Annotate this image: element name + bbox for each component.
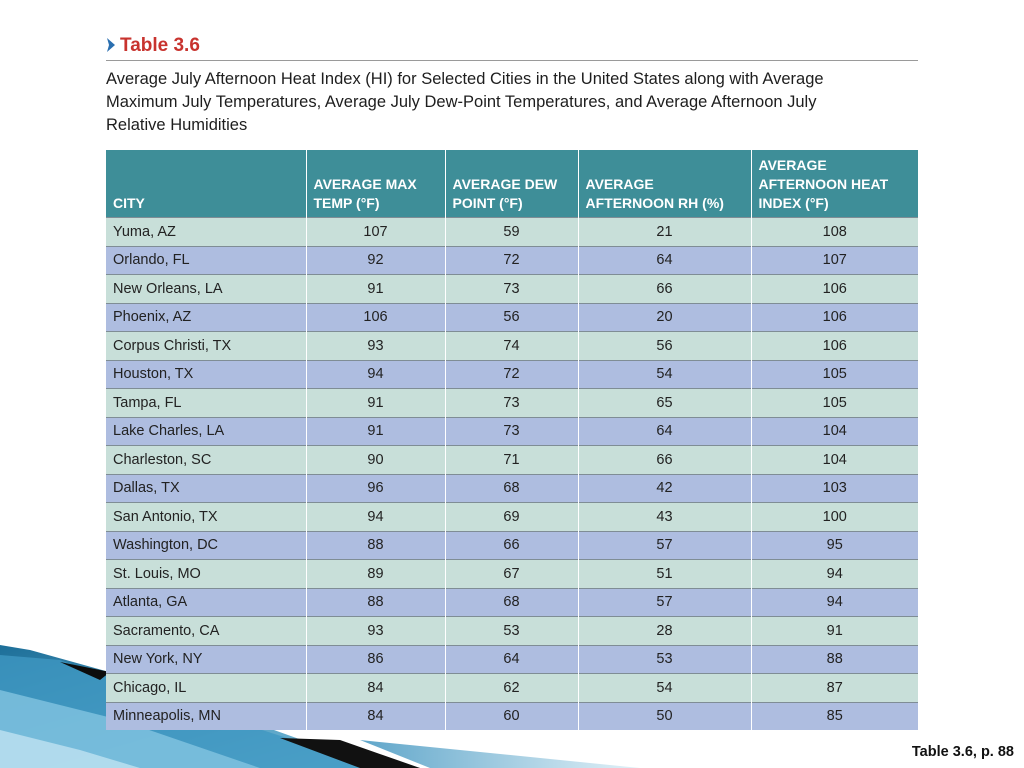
value-cell: 85 bbox=[751, 702, 918, 730]
value-cell: 87 bbox=[751, 674, 918, 703]
value-cell: 108 bbox=[751, 218, 918, 247]
city-cell: Dallas, TX bbox=[106, 474, 306, 503]
value-cell: 88 bbox=[306, 531, 445, 560]
value-cell: 93 bbox=[306, 617, 445, 646]
value-cell: 68 bbox=[445, 588, 578, 617]
table-label bbox=[106, 34, 918, 61]
value-cell: 105 bbox=[751, 389, 918, 418]
value-cell: 100 bbox=[751, 503, 918, 532]
value-cell: 56 bbox=[578, 332, 751, 361]
city-cell: Atlanta, GA bbox=[106, 588, 306, 617]
value-cell: 94 bbox=[306, 360, 445, 389]
value-cell: 57 bbox=[578, 588, 751, 617]
value-cell: 107 bbox=[751, 246, 918, 275]
heat-index-table bbox=[106, 150, 918, 730]
value-cell: 94 bbox=[751, 588, 918, 617]
table-row bbox=[106, 360, 918, 389]
column-header: AVERAGE AFTERNOON RH (%) bbox=[578, 150, 751, 218]
table-caption: Average July Afternoon Heat Index (HI) for Selected Cities in the United States along with Average Maximum July Temperatures, Average July Dew-Point Temperatures, and Average Afternoon July Relative Humidities bbox=[106, 70, 824, 134]
value-cell: 91 bbox=[306, 389, 445, 418]
value-cell: 21 bbox=[578, 218, 751, 247]
value-cell: 95 bbox=[751, 531, 918, 560]
value-cell: 94 bbox=[751, 560, 918, 589]
table-row bbox=[106, 275, 918, 304]
value-cell: 72 bbox=[445, 246, 578, 275]
column-header: CITY bbox=[106, 150, 306, 218]
value-cell: 54 bbox=[578, 674, 751, 703]
city-cell: New York, NY bbox=[106, 645, 306, 674]
value-cell: 64 bbox=[445, 645, 578, 674]
value-cell: 89 bbox=[306, 560, 445, 589]
value-cell: 72 bbox=[445, 360, 578, 389]
city-cell: Orlando, FL bbox=[106, 246, 306, 275]
value-cell: 66 bbox=[445, 531, 578, 560]
value-cell: 53 bbox=[445, 617, 578, 646]
value-cell: 66 bbox=[578, 275, 751, 304]
value-cell: 73 bbox=[445, 275, 578, 304]
table-row bbox=[106, 389, 918, 418]
value-cell: 94 bbox=[306, 503, 445, 532]
value-cell: 62 bbox=[445, 674, 578, 703]
value-cell: 86 bbox=[306, 645, 445, 674]
value-cell: 60 bbox=[445, 702, 578, 730]
value-cell: 67 bbox=[445, 560, 578, 589]
value-cell: 91 bbox=[306, 417, 445, 446]
value-cell: 84 bbox=[306, 674, 445, 703]
column-header: AVERAGE AFTERNOON HEAT INDEX (°F) bbox=[751, 150, 918, 218]
chevron-right-icon bbox=[106, 38, 115, 52]
value-cell: 50 bbox=[578, 702, 751, 730]
value-cell: 90 bbox=[306, 446, 445, 475]
table-row bbox=[106, 560, 918, 589]
value-cell: 91 bbox=[306, 275, 445, 304]
value-cell: 69 bbox=[445, 503, 578, 532]
value-cell: 20 bbox=[578, 303, 751, 332]
city-cell: St. Louis, MO bbox=[106, 560, 306, 589]
city-cell: Yuma, AZ bbox=[106, 218, 306, 247]
table-header-row bbox=[106, 150, 918, 218]
value-cell: 66 bbox=[578, 446, 751, 475]
value-cell: 53 bbox=[578, 645, 751, 674]
table-number: Table 3.6 bbox=[120, 35, 200, 56]
city-cell: Phoenix, AZ bbox=[106, 303, 306, 332]
value-cell: 84 bbox=[306, 702, 445, 730]
table-row bbox=[106, 645, 918, 674]
value-cell: 104 bbox=[751, 417, 918, 446]
table-row bbox=[106, 446, 918, 475]
city-cell: Minneapolis, MN bbox=[106, 702, 306, 730]
value-cell: 107 bbox=[306, 218, 445, 247]
value-cell: 106 bbox=[751, 303, 918, 332]
city-cell: Charleston, SC bbox=[106, 446, 306, 475]
value-cell: 106 bbox=[751, 332, 918, 361]
city-cell: San Antonio, TX bbox=[106, 503, 306, 532]
value-cell: 43 bbox=[578, 503, 751, 532]
value-cell: 105 bbox=[751, 360, 918, 389]
table-row bbox=[106, 674, 918, 703]
value-cell: 103 bbox=[751, 474, 918, 503]
value-cell: 73 bbox=[445, 417, 578, 446]
table-row bbox=[106, 531, 918, 560]
value-cell: 42 bbox=[578, 474, 751, 503]
value-cell: 93 bbox=[306, 332, 445, 361]
city-cell: New Orleans, LA bbox=[106, 275, 306, 304]
value-cell: 74 bbox=[445, 332, 578, 361]
value-cell: 64 bbox=[578, 417, 751, 446]
city-cell: Chicago, IL bbox=[106, 674, 306, 703]
value-cell: 106 bbox=[751, 275, 918, 304]
value-cell: 88 bbox=[306, 588, 445, 617]
table-row bbox=[106, 503, 918, 532]
city-cell: Corpus Christi, TX bbox=[106, 332, 306, 361]
value-cell: 96 bbox=[306, 474, 445, 503]
value-cell: 64 bbox=[578, 246, 751, 275]
value-cell: 91 bbox=[751, 617, 918, 646]
table-row bbox=[106, 702, 918, 730]
value-cell: 54 bbox=[578, 360, 751, 389]
city-cell: Lake Charles, LA bbox=[106, 417, 306, 446]
value-cell: 59 bbox=[445, 218, 578, 247]
value-cell: 65 bbox=[578, 389, 751, 418]
table-row bbox=[106, 617, 918, 646]
value-cell: 104 bbox=[751, 446, 918, 475]
value-cell: 73 bbox=[445, 389, 578, 418]
table-row bbox=[106, 417, 918, 446]
column-header: AVERAGE DEW POINT (°F) bbox=[445, 150, 578, 218]
value-cell: 57 bbox=[578, 531, 751, 560]
table-row bbox=[106, 303, 918, 332]
value-cell: 51 bbox=[578, 560, 751, 589]
value-cell: 28 bbox=[578, 617, 751, 646]
table-row bbox=[106, 474, 918, 503]
table-row bbox=[106, 246, 918, 275]
city-cell: Washington, DC bbox=[106, 531, 306, 560]
city-cell: Tampa, FL bbox=[106, 389, 306, 418]
table-row bbox=[106, 332, 918, 361]
value-cell: 106 bbox=[306, 303, 445, 332]
column-header: AVERAGE MAX TEMP (°F) bbox=[306, 150, 445, 218]
value-cell: 88 bbox=[751, 645, 918, 674]
table-row bbox=[106, 218, 918, 247]
source-note: Table 3.6, p. 88 bbox=[911, 744, 1014, 760]
value-cell: 71 bbox=[445, 446, 578, 475]
value-cell: 68 bbox=[445, 474, 578, 503]
city-cell: Houston, TX bbox=[106, 360, 306, 389]
value-cell: 92 bbox=[306, 246, 445, 275]
table-row bbox=[106, 588, 918, 617]
value-cell: 56 bbox=[445, 303, 578, 332]
city-cell: Sacramento, CA bbox=[106, 617, 306, 646]
